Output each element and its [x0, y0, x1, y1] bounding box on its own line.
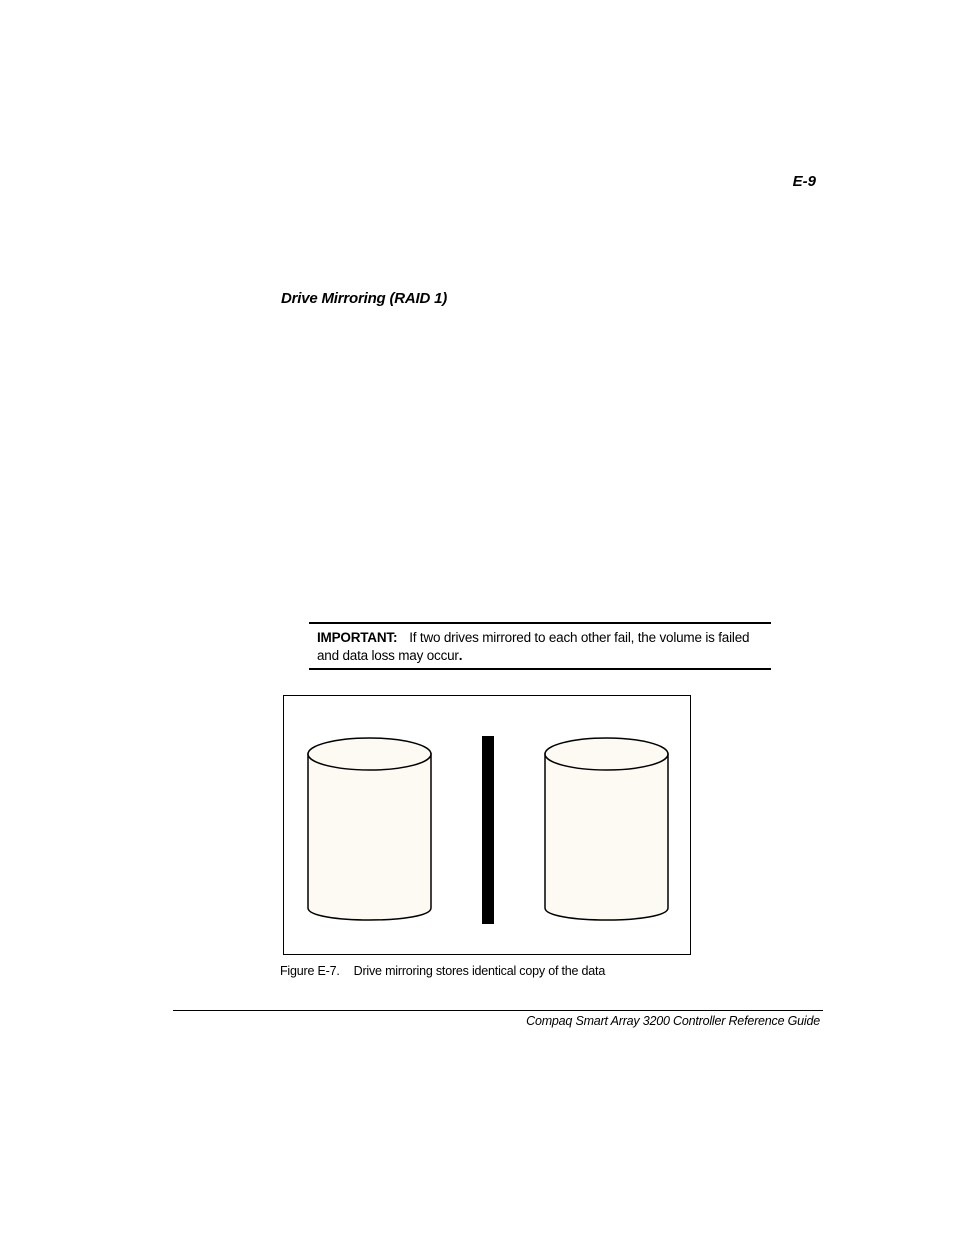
- important-note: [309, 622, 771, 670]
- footer-title: Compaq Smart Array 3200 Controller Reference Guide: [526, 1014, 820, 1028]
- important-label: IMPORTANT:: [317, 630, 398, 645]
- footer-divider: [173, 1010, 823, 1011]
- figure-number: Figure E-7.: [280, 964, 340, 978]
- figure-caption-text: Drive mirroring stores identical copy of the data: [353, 964, 606, 978]
- important-text: If two drives mirrored to each other fail, the volume is failed and data loss may occur: [317, 630, 750, 663]
- left-drive-icon: [308, 738, 431, 920]
- page-number: E-9: [792, 173, 816, 190]
- mirror-divider: [482, 736, 494, 924]
- figure-caption: [280, 964, 605, 978]
- right-drive-icon: [545, 738, 668, 920]
- figure-drive-mirroring: [283, 695, 691, 955]
- section-heading: Drive Mirroring (RAID 1): [281, 290, 448, 307]
- important-end-punct: .: [458, 648, 463, 663]
- drive-mirroring-diagram: [284, 696, 692, 956]
